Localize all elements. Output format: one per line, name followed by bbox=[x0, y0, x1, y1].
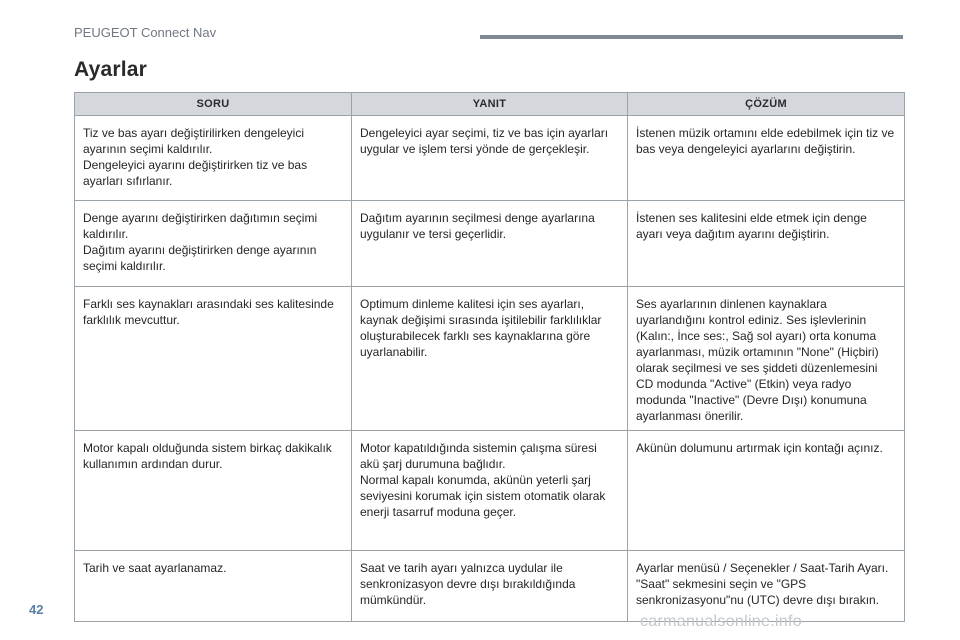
table-row bbox=[75, 116, 905, 201]
cell-soru bbox=[75, 116, 352, 201]
cell-cozum bbox=[628, 201, 905, 287]
cell-text: Akünün dolumunu artırmak için kontağı açınız. bbox=[636, 441, 883, 455]
cell-cozum bbox=[628, 551, 905, 622]
table-row bbox=[75, 431, 905, 551]
table-header-row bbox=[75, 93, 905, 116]
column-header-cozum: ÇÖZÜM bbox=[628, 93, 905, 116]
cell-soru bbox=[75, 201, 352, 287]
column-header-yanit: YANIT bbox=[352, 93, 628, 116]
cell-text: İstenen müzik ortamını elde edebilmek için tiz ve bas veya dengeleyici ayarlarını değiştirin. bbox=[636, 126, 895, 156]
cell-cozum bbox=[628, 431, 905, 551]
troubleshooting-table bbox=[74, 92, 905, 622]
header-title: PEUGEOT Connect Nav bbox=[74, 25, 217, 40]
cell-text: Optimum dinleme kalitesi için ses ayarları, kaynak değişimi sırasında işitilebilir farklılıklar oluşturabilecek farklı ses kaynaklarına göre uyarlanabilir. bbox=[360, 297, 602, 359]
cell-soru bbox=[75, 431, 352, 551]
cell-text: Saat ve tarih ayarı yalnızca uydular ile senkronizasyon devre dışı bırakıldığında mümkündür. bbox=[360, 561, 576, 607]
cell-text: Motor kapalı olduğunda sistem birkaç dakikalık kullanımın ardından durur. bbox=[83, 441, 332, 471]
column-header-soru: SORU bbox=[75, 93, 352, 116]
cell-text: Dağıtım ayarının seçilmesi denge ayarlarına uygulanır ve tersi geçerlidir. bbox=[360, 211, 595, 241]
cell-yanit bbox=[352, 431, 628, 551]
cell-text: Dengeleyici ayar seçimi, tiz ve bas için ayarları uygular ve işlem tersi yönde de gerçekleşir. bbox=[360, 126, 609, 156]
header-divider-bar bbox=[480, 35, 903, 39]
watermark: carmanualsonline.info bbox=[640, 613, 802, 630]
cell-cozum bbox=[628, 287, 905, 431]
cell-text: Denge ayarını değiştirirken dağıtımın seçimi kaldırılır. bbox=[83, 211, 318, 241]
cell-text: Normal kapalı konumda, akünün yeterli şarj seviyesini korumak için sistem otomatik olarak enerji tasarruf moduna geçer. bbox=[360, 473, 606, 519]
cell-yanit bbox=[352, 116, 628, 201]
cell-text: Dengeleyici ayarını değiştirirken tiz ve bas ayarları sıfırlanır. bbox=[83, 158, 308, 188]
page-number: 42 bbox=[29, 602, 44, 617]
table-row bbox=[75, 287, 905, 431]
cell-soru bbox=[75, 287, 352, 431]
table-row bbox=[75, 551, 905, 622]
cell-text: Motor kapatıldığında sistemin çalışma süresi akü şarj durumuna bağlıdır. bbox=[360, 441, 597, 471]
cell-cozum bbox=[628, 116, 905, 201]
cell-text: Ses ayarlarının dinlenen kaynaklara uyarlandığını kontrol ediniz. Ses işlevlerinin (Kalın:, İnce ses:, Sağ sol ayarı) orta konuma ayarlanması, müzik ortamının "None" (Hiçbiri) olarak seçilmesi ve ses şiddeti düzenlemesini CD modunda "Active" (Etkin) veya radyo modunda "Inactive" (Devre Dışı) konumuna ayarlanması önerilir. bbox=[636, 297, 879, 423]
table-row bbox=[75, 201, 905, 287]
cell-yanit bbox=[352, 287, 628, 431]
cell-text: Tiz ve bas ayarı değiştirilirken dengeleyici ayarının seçimi kaldırılır. bbox=[83, 126, 304, 156]
cell-yanit bbox=[352, 551, 628, 622]
cell-text: Dağıtım ayarını değiştirirken denge ayarının seçimi kaldırılır. bbox=[83, 243, 317, 273]
cell-yanit bbox=[352, 201, 628, 287]
cell-text: Farklı ses kaynakları arasındaki ses kalitesinde farklılık mevcuttur. bbox=[83, 297, 334, 327]
page-title: Ayarlar bbox=[74, 58, 148, 81]
cell-text: Ayarlar menüsü / Seçenekler / Saat-Tarih Ayarı. "Saat" sekmesini seçin ve "GPS senkronizasyonu"nu (UTC) devre dışı bırakın. bbox=[636, 561, 889, 607]
cell-soru bbox=[75, 551, 352, 622]
cell-text: İstenen ses kalitesini elde etmek için denge ayarı veya dağıtım ayarını değiştirin. bbox=[636, 211, 867, 241]
cell-text: Tarih ve saat ayarlanamaz. bbox=[83, 561, 227, 575]
